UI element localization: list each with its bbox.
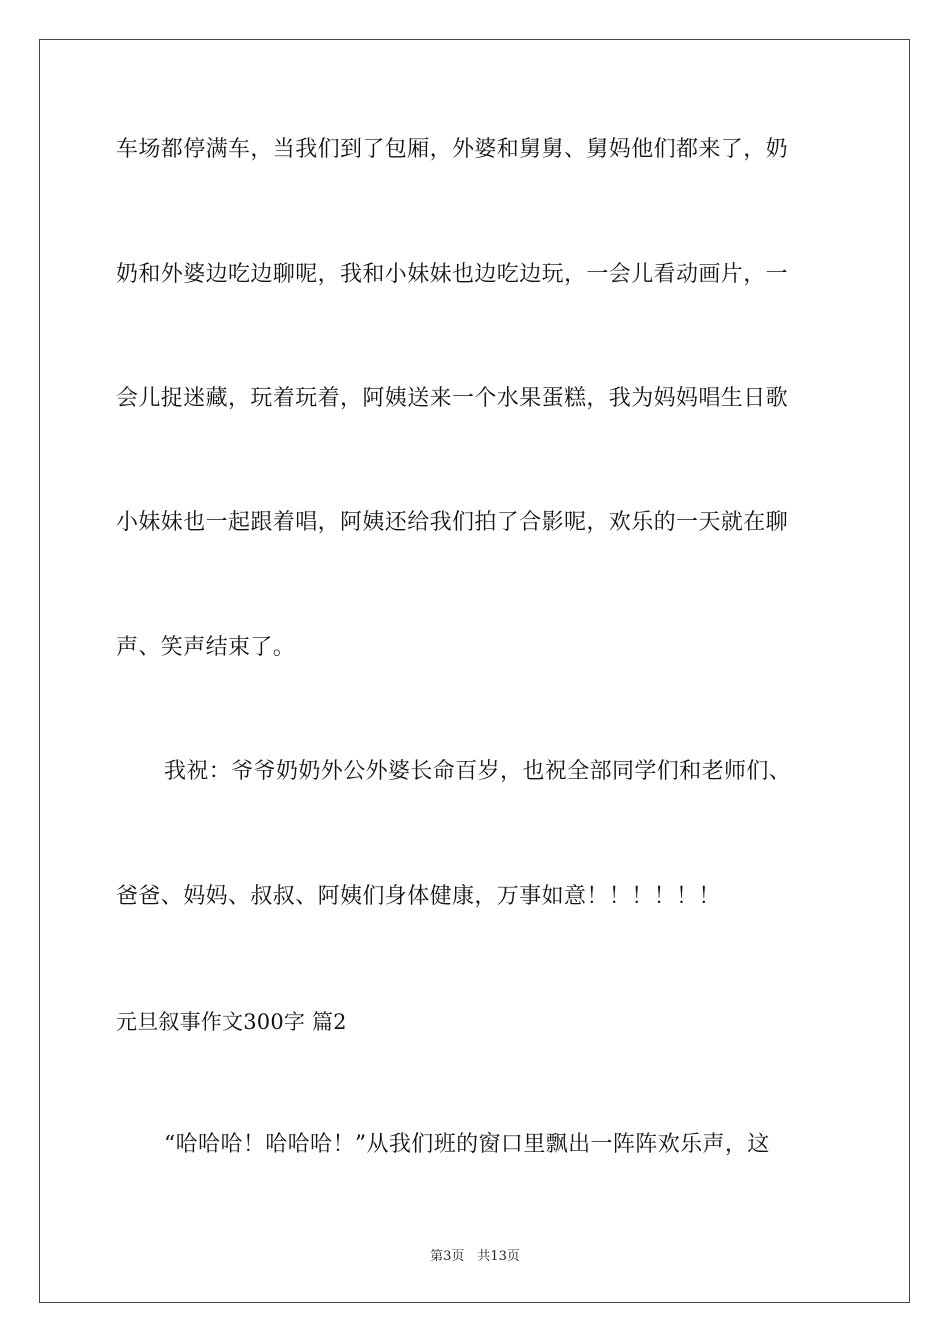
page-footer: 第3页 共13页 <box>430 1249 520 1264</box>
paragraph-line: 奶和外婆边吃边聊呢，我和小妹妹也边吃边玩，一会儿看动画片，一 <box>116 262 789 287</box>
paragraph-line: 爸爸、妈妈、叔叔、阿姨们身体健康，万事如意！！！！！！ <box>116 884 721 909</box>
paragraph-line: 车场都停满车，当我们到了包厢，外婆和舅舅、舅妈他们都来了，奶 <box>116 137 789 162</box>
section-heading: 元旦叙事作文300字 篇2 <box>116 1010 347 1034</box>
paragraph-line: 我祝：爷爷奶奶外公外婆长命百岁，也祝全部同学们和老师们、 <box>164 759 792 784</box>
paragraph-line: 声、笑声结束了。 <box>116 635 296 660</box>
page-border <box>39 39 910 1303</box>
paragraph-line: 会儿捉迷藏，玩着玩着，阿姨送来一个水果蛋糕，我为妈妈唱生日歌 <box>116 386 789 411</box>
paragraph-line: “哈哈哈！哈哈哈！”从我们班的窗口里飘出一阵阵欢乐声，这 <box>164 1132 770 1157</box>
paragraph-line: 小妹妹也一起跟着唱，阿姨还给我们拍了合影呢，欢乐的一天就在聊 <box>116 510 789 535</box>
